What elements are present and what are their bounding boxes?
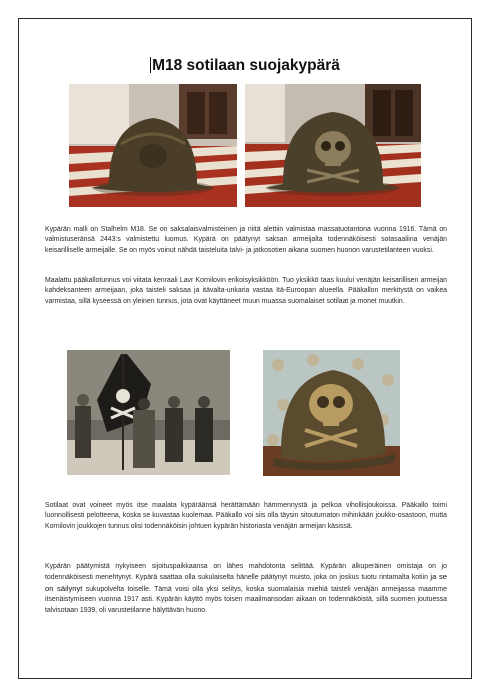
helmet-photo-front — [69, 84, 237, 207]
paragraph-4-part-2: sukupolvelta toiselle. Tämä voisi olla yksi selitys, koska suomalaisia miehiä taisteli venäjän armeijassa maamme itsenäistymiseen vuonna 1917 asti. Kypärän käyttö myös toisen maailmansodan aikaan on todennäköistä, sillä suomen joutuessa talvisotaan 1939, oli varustetilanne hälyttävän huono. — [45, 585, 447, 614]
helmet-closeup-image — [263, 350, 400, 476]
document-page — [18, 18, 472, 679]
page-title — [19, 57, 471, 75]
soldiers-flag-photo — [67, 350, 230, 475]
soldiers-flag-image — [67, 350, 230, 475]
paragraph-1: Kypärän malli on Stalhelm M18. Se on saksalaisvalmisteinen ja niitä alettiin valmistaa massatuotantona vuonna 1916. Tämä on valmistuseränsä 2443:s valmistettu luomus. Kypärä on päätynyt saksan armeijalta todennäköisesti sotasaaliina venäjän keisarilliselle armeijalle. Se on myös voinut nähdä taisteluita talvi- ja jatkosotien aikana suomen huonon varustetilanteen vuoksi. — [45, 226, 447, 254]
title-text: M18 sotilaan suojakypärä — [152, 57, 340, 74]
helmet-photo-front-image — [69, 84, 237, 207]
text-cursor — [150, 57, 151, 73]
paragraph-4 — [45, 562, 447, 616]
paragraph-2: Maalattu pääkallotunnus voi viitata kenraali Lavr Kornilovin erikoisyksikköön. Tuo yksikkö taas kuului venäjän keisarillisen armeijan kahdeksanteen armeijaan, joka taisteli saksaa ja itävalta-unkaria vastaa Itä-Euroopan alueella. Pääkallon merkitystä on vaikea varmistaa, sillä kyseessä on yleinen tunnus, jota ovat käyttäneet muun muassa suomalaiset sotilaat ja monet muutkin. — [45, 277, 447, 305]
helmet-photo-skull — [245, 84, 421, 207]
paragraph-4-emphasis: ja se on säilynyt — [45, 572, 447, 593]
paragraph-4-part-1: Kypärän päätymistä nykyiseen sijoituspaikkaansa on lähes mahdotonta selittää. Kypärän alkuperäinen omistaja on jo todennäköisesti menehtynyt. Kypärä saattaa olla sukulaiselta hänelle päätynyt muisto, joka on joskus tuotu rintamalta kotiin — [45, 563, 447, 582]
helmet-photo-closeup — [263, 350, 400, 476]
paragraph-3: Sotilaat ovat voineet myös itse maalata kypäräänsä herättämään hämmennystä ja pelkoa vihollisjoukoissa. Pääkallo toimi luonnollisesti pelotteena, koska se kuvastaa kuolemaa. Pääkallo voi siis olla täysin sitoutumaton mihinkään joukko-osastoon, mutta Kornilovin joukkojen tunnus olisi todennäköisin johtuen kypärän historiasta venäjän armeijan käsissä. — [45, 502, 447, 530]
helmet-photo-skull-image — [245, 84, 421, 207]
